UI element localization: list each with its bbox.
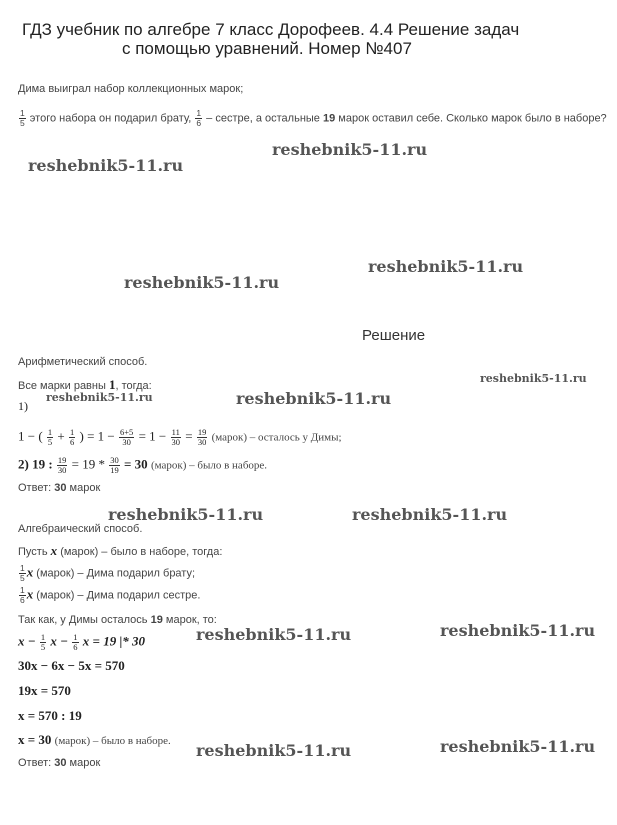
fraction-one-fifth: $\frac{1}{5}$ xyxy=(20,108,25,128)
watermark: reshebnik5-11.ru xyxy=(440,621,596,640)
arith-answer: Ответ: 30 марок xyxy=(18,482,101,494)
watermark: reshebnik5-11.ru xyxy=(272,140,428,159)
arith-equation-2: 2) 19 : $\frac{19}{30}$ = 19 * $\frac{30}{19}$ = 30 (марок) – было в наборе. xyxy=(18,455,268,475)
arith-all-equal: Все марки равны 1, тогда: xyxy=(18,377,152,392)
watermark: reshebnik5-11.ru xyxy=(368,257,524,276)
alg-since: Так как, у Димы осталось 19 марок, то: xyxy=(18,614,217,626)
arith-equation-1: 1 − ( $\frac{1}{5}$ + $\frac{1}{6}$ ) = 1 − $\frac{6+5}{30}$ = 1 − $\frac{11}{30}$ = $\frac{19}{30}$ (марок) – осталось у Димы; xyxy=(18,427,342,447)
watermark: reshebnik5-11.ru xyxy=(236,389,392,408)
problem-line-2: $\frac{1}{5}$ этого набора он подарил брату, $\frac{1}{6}$ – сестре, а остальные 19 марок оставил себе. Сколько марок было в наборе? xyxy=(20,108,607,128)
arith-heading: Арифметический способ. xyxy=(18,356,148,368)
watermark: reshebnik5-11.ru xyxy=(480,372,587,385)
watermark: reshebnik5-11.ru xyxy=(28,156,184,175)
alg-sister: $\frac{1}{6}$ x (марок) – Дима подарил сестре. xyxy=(20,585,201,605)
page-title-line-2: с помощью уравнений. Номер №407 xyxy=(122,39,412,58)
alg-equation-2: 30x − 6x − 5x = 570 xyxy=(18,658,125,673)
alg-equation-5: x = 30 (марок) – было в наборе. xyxy=(18,732,171,747)
step-1-label: 1) xyxy=(18,399,28,413)
alg-answer: Ответ: 30 марок xyxy=(18,757,101,769)
alg-equation-3: 19x = 570 xyxy=(18,683,71,698)
alg-equation-4: x = 570 : 19 xyxy=(18,708,82,723)
solution-heading: Решение xyxy=(362,327,426,344)
watermark: reshebnik5-11.ru xyxy=(196,625,352,644)
watermark: reshebnik5-11.ru xyxy=(46,391,153,404)
problem-line-1: Дима выиграл набор коллекционных марок; xyxy=(18,83,244,95)
watermark: reshebnik5-11.ru xyxy=(124,273,280,292)
watermark: reshebnik5-11.ru xyxy=(440,737,596,756)
watermark: reshebnik5-11.ru xyxy=(352,505,508,524)
fraction-one-sixth: $\frac{1}{6}$ xyxy=(196,108,202,128)
alg-equation-1: x − $\frac{1}{5}$ x − $\frac{1}{6}$ x = 19 |* 30 xyxy=(18,632,146,652)
alg-let: Пусть x (марок) – было в наборе, тогда: xyxy=(18,543,223,558)
page-title-line-1: ГДЗ учебник по алгебре 7 класс Дорофеев. 4.4 Решение задач xyxy=(22,20,520,39)
alg-heading: Алгебраический способ. xyxy=(18,523,143,535)
watermark: reshebnik5-11.ru xyxy=(108,505,264,524)
alg-brother: $\frac{1}{5}$ x (марок) – Дима подарил брату; xyxy=(20,563,196,583)
watermark: reshebnik5-11.ru xyxy=(196,741,352,760)
